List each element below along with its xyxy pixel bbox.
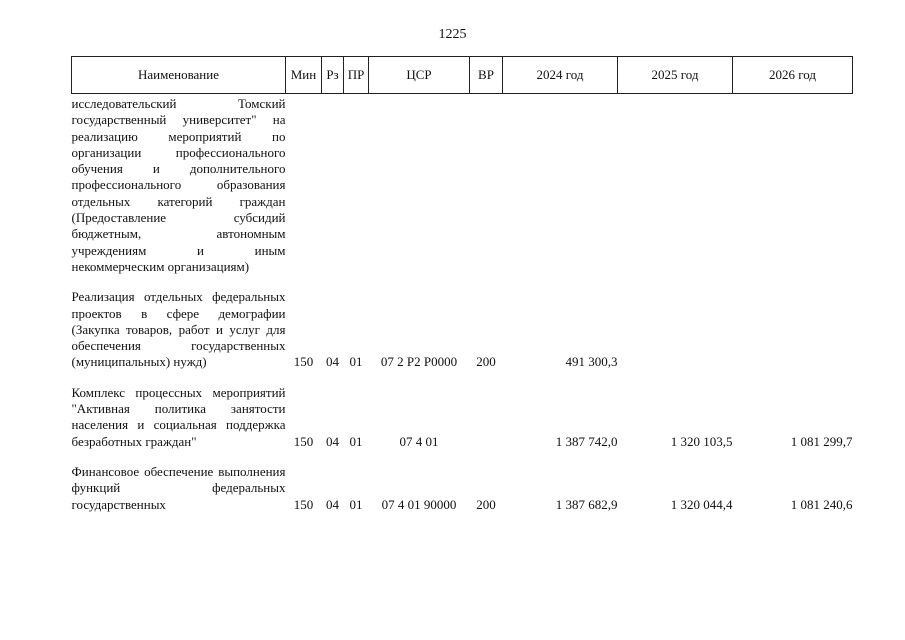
row-rz: [322, 94, 344, 276]
table-header-row: [72, 57, 853, 94]
row-csr: 07 4 01 90000: [381, 496, 457, 512]
row-2025: [618, 289, 733, 370]
row-pr: 01: [349, 496, 363, 512]
header-name: Наименование: [72, 57, 286, 94]
row-vr: [470, 385, 503, 450]
table-row: [72, 94, 853, 276]
row-2026: [733, 289, 853, 370]
header-min: Мин: [286, 57, 322, 94]
table-row: [72, 464, 853, 513]
header-csr: ЦСР: [369, 57, 470, 94]
row-csr: 07 4 01: [399, 433, 439, 449]
page-number: 1225: [438, 27, 467, 42]
row-2025: 1 320 103,5: [670, 433, 733, 449]
row-2024: 491 300,3: [565, 354, 618, 370]
budget-table: [71, 56, 853, 513]
row-2026: [733, 94, 853, 276]
row-2024: [503, 94, 618, 276]
row-2025: [618, 94, 733, 276]
row-min: 150: [293, 433, 314, 449]
header-pr: ПР: [344, 57, 369, 94]
row-vr: 200: [476, 354, 496, 370]
row-name: Комплекс процессных мероприятий "Активная политика занятости населения и социальная поддержка безработных граждан": [71, 384, 286, 449]
row-name: Реализация отдельных федеральных проектов в сфере демографии (Закупка товаров, работ и услуг для обеспечения государственных (муниципальных) нужд): [71, 289, 286, 370]
header-2025: 2025 год: [618, 57, 733, 94]
row-csr: [369, 94, 470, 276]
row-pr: 01: [349, 433, 363, 449]
row-csr: 07 2 P2 P0000: [380, 354, 458, 370]
row-min: 150: [293, 496, 314, 512]
table-row: [72, 289, 853, 370]
row-vr: [470, 94, 503, 276]
row-rz: 04: [326, 496, 339, 512]
row-min: [286, 94, 322, 276]
row-2024: 1 387 682,9: [555, 496, 618, 512]
table-row: [72, 385, 853, 450]
header-vr: ВР: [470, 57, 503, 94]
header-2026: 2026 год: [733, 57, 853, 94]
row-min: 150: [293, 354, 314, 370]
row-2026: 1 081 240,6: [790, 496, 853, 512]
row-vr: 200: [476, 496, 496, 512]
row-name: исследовательский Томский государственный университет" на реализацию мероприятий по организации профессионального обучения и дополнительного профессионального образования отдельных категорий граждан (Предоставление субсидий бюджетным, автономным учреждениям и иным некоммерческим организациям): [71, 96, 286, 274]
header-2024: 2024 год: [503, 57, 618, 94]
row-name: Финансовое обеспечение выполнения функций федеральных государственных: [71, 463, 286, 512]
header-rz: Рз: [322, 57, 344, 94]
row-rz: 04: [326, 354, 339, 370]
row-pr: [344, 94, 369, 276]
row-2025: 1 320 044,4: [670, 496, 733, 512]
row-pr: 01: [349, 354, 363, 370]
row-2024: 1 387 742,0: [555, 433, 618, 449]
row-rz: 04: [326, 433, 339, 449]
row-2026: 1 081 299,7: [790, 433, 853, 449]
